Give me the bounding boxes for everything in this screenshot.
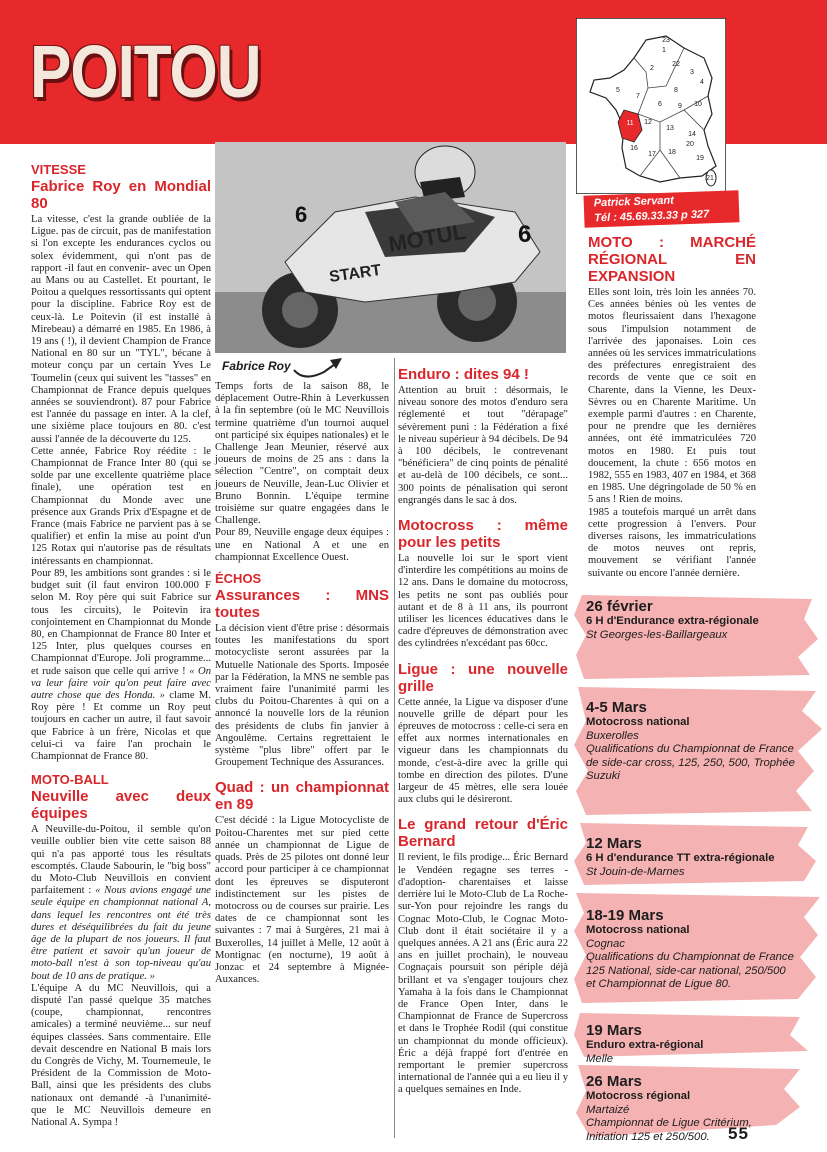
- event-title: Motocross national: [586, 924, 690, 936]
- paragraph: Cette année, Fabrice Roy réédite : le Championnat de France Inter 80 (qui se solde par une excellente quatrième place finale), une opération test en Championnat du Monde avec une présence aux Grands Prix d'Espagne et de France (mais Fabrice ne parvient pas à se qualifier) et enfin la mise au point d'un 125 Rotax qui n'autorise pas de résultats intéressants en championnat.: [31, 445, 211, 567]
- article-marche: [588, 234, 756, 580]
- bike-label: START: [328, 261, 383, 286]
- event-date: 19 Mars: [586, 1022, 642, 1039]
- map-label: 9: [678, 103, 682, 110]
- paragraph: La vitesse, c'est la grande oubliée de la Ligue. pas de circuit, pas de manifestation si l'on excepte les endurances cyclos ou solex évidemment, qui n'ont pas de rapport -il faut en convenir- avec un Open au Mans ou au Castellet. Et pourtant, le Poitou a quelques ressortissants qui optent pour la discipline. Fabrice Roy est de ceux-là. Le Poitevin (il est installé à Mirebeau) a démarré en 1985. En 1986, à 19 ans ( !), il devient Champion de France National en 80 sur un "TYL", bécane à moteur conçu par un certain Yves Le Toumelin (ceux qui suivent les "tasses" en Championnat de France depuis quelques années se souviendront). 87 pour Fabrice est l'année du passage en inter. A la clef, une sixième place toujours en 80. c'est aussi l'année de la découverte du 125.: [31, 214, 211, 445]
- map-label: 18: [668, 149, 676, 156]
- map-label: 4: [700, 79, 704, 86]
- event-item: [586, 835, 796, 879]
- map-label: 16: [630, 145, 638, 152]
- article-title: Neuville avec deux équipes: [31, 788, 211, 823]
- paragraph: [31, 568, 211, 763]
- bike-label: MOTUL: [386, 218, 468, 257]
- paragraph: Temps forts de la saison 88, le déplacement Outre-Rhin à Leverkussen à la fin septembre (où le MC Neuvillois termine quatrième d'un tournoi auquel ont participé six équipes nationales) et le Challenge Jean Meunier, réservé aux joueurs de moins de 25 ans : dans la sélection "Centre", on comptait deux joueurs de Neuville, Jean-Luc Olivier et Bruno Bonnin. L'équipe termine troisième sur quatre engagées dans le Challenge.: [215, 381, 389, 527]
- map-label: 5: [616, 87, 620, 94]
- article-vitesse: [31, 163, 211, 1129]
- rider-photo: [215, 142, 566, 353]
- contact-box: [583, 190, 739, 227]
- event-place: St Georges-les-Baillargeaux: [586, 628, 728, 641]
- event-place: Buxerolles: [586, 729, 639, 742]
- article-title: Assurances : MNS toutes: [215, 587, 389, 622]
- event-calendar: [572, 595, 827, 1143]
- bike-label: 6: [295, 202, 308, 227]
- map-label: 11: [626, 120, 634, 127]
- page-title: POITOU: [30, 31, 261, 115]
- paragraph: 1985 a toutefois marqué un arrêt dans cette progression à l'envers. Pour diverses raisons, les immatriculations de motos neuves ont repris, mouvement se vérifiant l'année suivante ou encore l'année dernière.: [588, 506, 756, 579]
- contact-name: Patrick Servant: [593, 194, 675, 210]
- event-place: St Jouin-de-Marnes: [586, 865, 685, 878]
- paragraph: La décision vient d'être prise : désormais toutes les manifestations du sport motocycliste seront assurées par la Mutuelle Nationale des Sports. Imposée par la Fédération, la MNS ne semble pas vraiment faire l'unanimité parmi les clubs du Poitou-Charentes à qui on a annoncé la nouvelle lors de la réunion des présidents de clubs fin janvier à Angoulême. Certains regrettaient le système "plus libre" offert par le Groupement Technique des Assurances.: [215, 623, 389, 769]
- event-note: Qualifications du Championnat de France de side-car cross, 125, 250, 500, Trophée Suzuki: [586, 743, 795, 782]
- paragraph: Elles sont loin, très loin les années 70. Ces années bénies où les ventes de motos fleurissaient dans l'hexagone sous l'impulsion notamment de l'arrivée des japonaises. Loin ces années où les services immatriculations des préfectures enregistraient des records de vente que ce soit en Charente, dans la Vienne, les Deux-Sèvres ou en Charente Maritime. Un exemple parmi d'autres : en Charente, pour ne prendre que les dernières années, ont été immatriculées 720 motos en 1980. Et puis tout doucement, la chute : 656 motos en 1982, 555 en 1983, 407 en 1984, et 368 en 1985. Une dégringolade de 50 % en 5 ans ! Rien de moins.: [588, 287, 757, 506]
- article-title: Enduro : dites 94 !: [398, 366, 529, 383]
- event-title: Enduro extra-régional: [586, 1039, 704, 1051]
- column-divider: [394, 358, 395, 1138]
- photo-caption: Fabrice Roy: [222, 359, 291, 373]
- event-note: Championnat de Ligue Critérium, Initiation 125 et 250/500.: [586, 1117, 752, 1143]
- quote: « Nous avions engagé une seule équipe en championnat national A, dans lequel les rencontres ont été très dures et déséquilibrées du fait du jeune âge de la plupart de nos joueurs. Il faut être patient et savoir qu'un joueur de moto-ball n'est à son top-niveau qu'au bout de 10 ans de pratique. »: [31, 885, 211, 982]
- article-title: MOTO : MARCHÉ RÉGIONAL EN EXPANSION: [588, 234, 756, 285]
- event-title: Motocross national: [586, 716, 690, 728]
- text-run: clame M. Roy père ! Et comme un Roy peut toujours en cacher un autre, il faut savoir que Fabrice à un frère, Nicolas et que celui-ci va faire l'an prochain le Championnat de France 80.: [31, 689, 211, 762]
- event-date: 26 Mars: [586, 1073, 642, 1090]
- event-title: 6 H d'endurance TT extra-régionale: [586, 852, 775, 864]
- text-run: A Neuville-du-Poitou, il semble qu'on veuille oublier bien vite cette saison 88 qui n'a pas apporté tous les résultats escomptés. Claude Sabourin, le "big boss" du Moto-Club Neuvillois en convient parfaitement :: [31, 824, 211, 897]
- event-place: Cognac: [586, 937, 625, 950]
- article-column-3: [398, 366, 568, 1097]
- paragraph: C'est décidé : la Ligue Motocycliste de Poitou-Charentes met sur pied cette année un championnat de Ligue de quads. Près de 25 pilotes ont donné leur accord pour participer à ce championnat dont les épreuves se disputeront indistinctement sur les pistes de motocross ou de courses sur prairie. Les dates de ce championnat sont les suivantes : 7 mai à Surgères, 21 mai à Buxerolles, 14 juillet à Melle, 12 août à Montignac (en nocturne), 19 août à Jonzac et 24 septembre à Mignée-Auxances.: [215, 815, 389, 986]
- event-date: 18-19 Mars: [586, 907, 664, 924]
- map-label: 1: [662, 47, 666, 54]
- paragraph: Pour 89, Neuville engage deux équipes : une en National A et une en championnat Excellence Ouest.: [215, 527, 389, 563]
- article-column-2: [215, 379, 389, 986]
- section-kicker: ÉCHOS: [215, 571, 262, 587]
- paragraph: L'équipe A du MC Neuvillois, qui a disputé l'an passé quelque 35 matches (coupe, championnat, rencontres amicales) a terminé neuvième... sur neuf équipes classées. Sans commentaire. Elle devait descendre en National B mais lors du Congrès de Vichy, M. Tournemeule, le Président de la Commission de Moto-Ball, ainsi que les présidents des clubs nationaux ont demandé -à l'unanimité- que le MC Neuvillois demeure en National A. Sympa !: [31, 982, 211, 1129]
- map-label: 17: [648, 151, 656, 158]
- event-date: 26 février: [586, 598, 653, 615]
- event-item: [586, 598, 796, 642]
- contact-phone: Tél : 45.69.33.33 p 327: [594, 208, 710, 225]
- event-title: Motocross régional: [586, 1090, 691, 1102]
- article-title: Ligue : une nouvelle grille: [398, 660, 568, 695]
- text-run: Pour 89, les ambitions sont grandes : si le budget suit (il faut environ 100.000 F selon M. Roy père qui suit Fabrice sur tous les circuits), le Poitevin ira conjointement en Championnat du Monde 80, en Championnat de France 80 Inter et 125 Inter, plus quelques courses en Championnat d'Europe. Joli programme... et rude saison que celle qui arrive !: [31, 567, 211, 677]
- map-label: 22: [672, 61, 680, 68]
- map-label: 23: [662, 37, 670, 44]
- map-label: 7: [636, 93, 640, 100]
- france-map: [576, 18, 726, 194]
- map-label: 6: [658, 101, 662, 108]
- section-kicker: VITESSE: [31, 162, 86, 177]
- map-label: 19: [696, 155, 704, 162]
- paragraph: La nouvelle loi sur le sport vient d'interdire les compétitions au moins de 12 ans. Dans le domaine du motocross, les petits ne sont pas oubliés pour autant et de 8 à 11 ans, ils pourront utiliser les licences éducatives dans le cadre d'épreuves de démonstration avec des cylindrées n'excédant pas 60cc.: [398, 553, 568, 650]
- event-item: [586, 1073, 796, 1144]
- event-place: Martaizé: [586, 1103, 630, 1116]
- paragraph: Cette année, la Ligue va disposer d'une nouvelle grille de départ pour les épreuves de motocross : celle-ci sera en effet aux normes internationales en vigueur dans les championnats du monde, c'est-à-dire avec la grille qui tombe en direction des pilotes. D'une largeur de 45 mètres, elle sera louée aux clubs qui le désireront.: [398, 696, 568, 806]
- map-label: 2: [650, 65, 654, 72]
- map-label: 8: [674, 87, 678, 94]
- quote: « On va leur faire voir qu'on peut faire avec autre chose que des Honda. »: [31, 665, 211, 701]
- map-label: 13: [666, 125, 674, 132]
- map-label: 21: [706, 175, 714, 182]
- event-date: 4-5 Mars: [586, 699, 647, 716]
- paragraph: Attention au bruit : désormais, le niveau sonore des motos d'enduro sera réglementé et tout "dérapage" sévèrement puni : la Fédération a fixé le niveau supérieur à 94 décibels. De 94 à 100 décibels, le contrevenant "bénéficiera" de cinq points de pénalité et au-delà de 100 décibels, ce sont... 300 points de pénalisation qui seront engrangés dans le sac à dos.: [398, 385, 568, 506]
- bike-label: 6: [518, 221, 532, 248]
- event-title: 6 H d'Endurance extra-régionale: [586, 615, 759, 627]
- article-title: Fabrice Roy en Mondial 80: [31, 178, 211, 212]
- event-place: Melle: [586, 1052, 613, 1065]
- paragraph: Il revient, le fils prodige... Éric Bernard le Vendéen regagne ses terres -d'adoption- charentaises et laisse derrière lui le Moto-Club de La Roche-sur-Yon pour rejoindre les rangs du Cognac Moto-Club, le Cognac Moto-Club dont il était sociétaire il y a quelques années. A 21 ans (Éric aura 22 ans en juillet prochain), le nouveau Cognaçais poursuit son périple déjà brillant et va s'engager toujours chez Yamaha à la fois dans le Championnat de France Open Inter, dans le Championnat de France de Supercross et dans le Trophée Rodil (qui constitue un championnat du monde officieux). Éric a déjà frappé fort d'entrée en remportant le premier supercross international de l'année qui a eu lieu il y a quelques semaines en Inde.: [398, 852, 568, 1096]
- section-kicker: MOTO-BALL: [31, 772, 109, 788]
- map-label: 10: [694, 101, 702, 108]
- page-number: 55: [728, 1124, 749, 1143]
- article-title: Motocross : même pour les petits: [398, 517, 568, 552]
- event-date: 12 Mars: [586, 835, 642, 852]
- event-item: [586, 1022, 796, 1066]
- article-title: Le grand retour d'Éric Bernard: [398, 816, 568, 851]
- event-item: [586, 699, 796, 784]
- article-title: Quad : un championnat en 89: [215, 779, 389, 814]
- map-label: 14: [688, 131, 696, 138]
- map-label: 12: [644, 119, 652, 126]
- map-label: 3: [690, 69, 694, 76]
- paragraph: [31, 824, 211, 983]
- map-label: 20: [686, 141, 694, 148]
- event-note: Qualifications du Championnat de France 125 National, side-car national, 250/500 et Championnat de Ligue 80.: [586, 951, 794, 990]
- event-item: [586, 907, 796, 992]
